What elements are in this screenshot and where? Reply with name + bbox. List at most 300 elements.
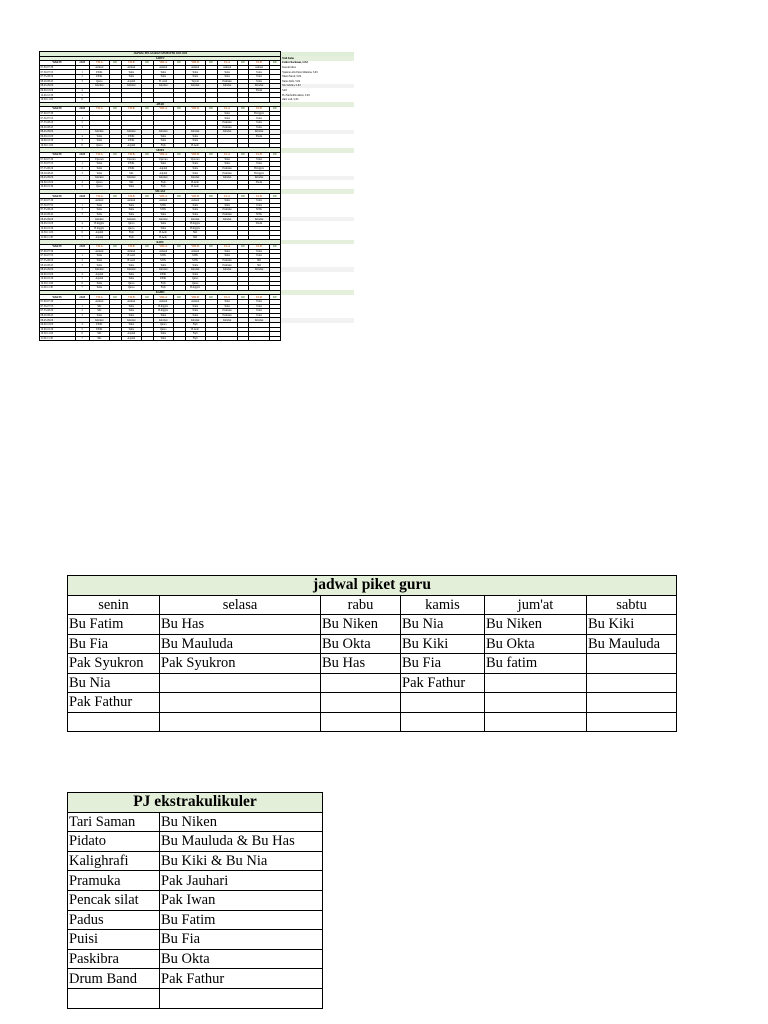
schedule-cell: Tema (121, 272, 141, 277)
piket-cell (485, 693, 587, 713)
schedule-header-cell: KE (173, 295, 185, 300)
schedule-cell: Istirahat (121, 318, 141, 323)
schedule-cell: Istirahat (153, 176, 173, 181)
schedule-header-cell: VII-B (121, 61, 141, 66)
schedule-header-cell: IX-B (249, 194, 269, 199)
schedule-cell: Pramuka (217, 208, 237, 213)
pj-activity: Kalighrafi (68, 851, 160, 871)
schedule-cell: Tema (249, 254, 269, 259)
schedule-cell: Quraa (121, 221, 141, 226)
schedule-cell: Tema (153, 313, 173, 318)
pj-row (68, 910, 323, 930)
schedule-cell: 07.00-07.30 (40, 65, 76, 70)
piket-day-header: rabu (321, 595, 401, 615)
schedule-cell: Quraa (121, 226, 141, 231)
piket-cell (321, 673, 401, 693)
schedule-header-cell: KE (269, 107, 281, 112)
schedule-day-name: SABTU (40, 56, 281, 61)
schedule-cell: 2 (75, 309, 89, 314)
schedule-cell: Istirahat (185, 84, 205, 89)
schedule-cell: SKI (185, 231, 205, 236)
schedule-cell: Istirahat (89, 267, 109, 272)
schedule-header-cell: IX-A (217, 194, 237, 199)
schedule-header-cell: IX-B (249, 244, 269, 249)
schedule-cell: 3 (75, 171, 89, 176)
schedule-header-cell: KE (237, 107, 249, 112)
pj-teacher: Pak Fathur (160, 969, 323, 989)
schedule-cell: Tema (249, 249, 269, 254)
wali-name: Nunu Zulfa, S.Pd (282, 79, 301, 83)
schedule-cell: Tema (217, 116, 237, 121)
schedule-cell: 6 (75, 97, 89, 102)
schedule-cell: 07.30-07.55 (40, 116, 76, 121)
schedule-cell: SKI (121, 171, 141, 176)
schedule-cell: Pramuka (217, 212, 237, 217)
schedule-cell: B.Arab (185, 143, 205, 148)
schedule-cell: Tema (153, 336, 173, 341)
schedule-header-cell: KE (269, 295, 281, 300)
schedule-cell: Tema (121, 185, 141, 190)
wali-title: Wali Kelas (281, 56, 355, 61)
schedule-header-cell: JAM (75, 295, 89, 300)
schedule-cell: MTK (185, 258, 205, 263)
schedule-cell: 11.00-11.30 (40, 235, 76, 240)
schedule-cell: 09.00-10.00 (40, 180, 76, 185)
schedule-cell (269, 336, 281, 341)
piket-cell (160, 693, 321, 713)
schedule-cell: 08.20-08.45 (40, 212, 76, 217)
schedule-cell: Tema (249, 162, 269, 167)
schedule-cell: Asmaul (89, 65, 109, 70)
pj-activity: Pencak silat (68, 890, 160, 910)
schedule-header-cell: JAM (75, 61, 89, 66)
schedule-cell: Tema (185, 74, 205, 79)
piket-cell (321, 693, 401, 713)
schedule-header-cell: WAKTU (40, 194, 76, 199)
schedule-cell: Aqidah (89, 231, 109, 236)
pj-title-row (68, 793, 323, 813)
piket-title: jadwal piket guru (68, 576, 677, 596)
schedule-cell: Asmaul (185, 249, 205, 254)
schedule-cell: Istirahat (217, 217, 237, 222)
piket-schedule (67, 575, 676, 732)
schedule-cell: Tema (249, 70, 269, 75)
schedule-cell: 1 (75, 304, 89, 309)
schedule-cell: Istirahat (249, 318, 269, 323)
schedule-cell: Quraa (121, 281, 141, 286)
schedule-cell: Tema (121, 309, 141, 314)
schedule-header-cell: WAKTU (40, 244, 76, 249)
schedule-cell: B.Arab (153, 231, 173, 236)
schedule-cell: 09.00-10.00 (40, 323, 76, 328)
pj-activity: Drum Band (68, 969, 160, 989)
pj-table (67, 792, 323, 1009)
schedule-cell: Fiqh (185, 332, 205, 337)
schedule-cell: Istirahat (153, 84, 173, 89)
schedule-cell: Quraa (89, 143, 109, 148)
schedule-cell: Tema (249, 309, 269, 314)
schedule-header-cell: KE (109, 153, 121, 158)
schedule-cell: 10.00-10.30 (40, 327, 76, 332)
schedule-cell: Aqidah (89, 235, 109, 240)
schedule-cell: 5 (75, 139, 89, 144)
pj-title: PJ ekstrakulikuler (68, 793, 323, 813)
pj-teacher: Bu Fatim (160, 910, 323, 930)
schedule-header-cell: KE (269, 153, 281, 158)
schedule-cell: Fiqh (185, 336, 205, 341)
schedule-cell: Tema (185, 212, 205, 217)
schedule-cell: B.Inggris (153, 304, 173, 309)
schedule-cell: 07.55-08.20 (40, 309, 76, 314)
schedule-cell: Tema (185, 134, 205, 139)
schedule-cell: 5 (75, 226, 89, 231)
schedule-cell: Tema (249, 199, 269, 204)
schedule-cell: SKI (121, 180, 141, 185)
schedule-cell: 6 (75, 231, 89, 236)
schedule-cell: Quraa (121, 286, 141, 291)
schedule-cell: 07.30-07.55 (40, 254, 76, 259)
schedule-cell: Asmaul (153, 300, 173, 305)
piket-cell: Bu Mauluda (587, 634, 677, 654)
piket-cell (587, 712, 677, 732)
pj-activity: Pramuka (68, 871, 160, 891)
schedule-cell: Tema (185, 272, 205, 277)
piket-cell (160, 712, 321, 732)
schedule-cell: B.Arab (185, 185, 205, 190)
schedule-cell: Tema (185, 208, 205, 213)
schedule-cell: Tema (89, 139, 109, 144)
schedule-cell: PJOK (121, 162, 141, 167)
schedule-cell: Tema (121, 70, 141, 75)
schedule-cell: 07.30-07.55 (40, 203, 76, 208)
schedule-header-cell: KE (173, 61, 185, 66)
schedule-cell: Istirahat (249, 84, 269, 89)
piket-cell: Bu Niken (485, 615, 587, 635)
schedule-cell: Asmaul (249, 65, 269, 70)
schedule-cell: 2 (75, 166, 89, 171)
schedule-cell: Quraa (89, 180, 109, 185)
schedule-cell: Pramuka (217, 171, 237, 176)
piket-cell: Bu Nia (68, 673, 160, 693)
schedule-cell: Asmaul (153, 249, 173, 254)
schedule-cell: B. Arab (153, 79, 173, 84)
schedule-header-cell: JAM (75, 244, 89, 249)
schedule-cell: 08.45-09.00 (40, 217, 76, 222)
schedule-cell: 2 (75, 258, 89, 263)
schedule-cell: Tema (249, 79, 269, 84)
schedule-cell: Upacara (185, 157, 205, 162)
schedule-row (40, 336, 355, 341)
schedule-cell: Tema (89, 286, 109, 291)
schedule-cell: 08.45-09.00 (40, 130, 76, 135)
schedule-cell: 3 (75, 313, 89, 318)
schedule-header-cell: KE (205, 61, 217, 66)
master-schedule-sheet (39, 51, 355, 341)
pj-teacher: Pak Iwan (160, 890, 323, 910)
pj-teacher: Bu Niken (160, 812, 323, 832)
schedule-cell: 10.30-11.00 (40, 143, 76, 148)
schedule-cell: Tema (153, 74, 173, 79)
piket-cell (401, 693, 485, 713)
schedule-cell: Tema (121, 203, 141, 208)
schedule-cell: Quraa (185, 281, 205, 286)
schedule-cell: Aqidah (121, 332, 141, 337)
schedule-header-cell: KE (205, 295, 217, 300)
schedule-cell: 07.00-07.30 (40, 111, 76, 116)
schedule-cell: 07.00-07.30 (40, 199, 76, 204)
schedule-header-cell: WAKTU (40, 107, 76, 112)
schedule-cell: Shalat (249, 180, 269, 185)
schedule-cell: 11.00-11.30 (40, 336, 76, 341)
schedule-cell: Pramuka (217, 166, 237, 171)
schedule-cell: Istirahat (89, 318, 109, 323)
schedule-cell: Tema (185, 139, 205, 144)
schedule-header-cell: IX-A (217, 295, 237, 300)
schedule-cell: B.Inggris (89, 226, 109, 231)
schedule-cell: Istirahat (89, 84, 109, 89)
pj-activity: Tari Saman (68, 812, 160, 832)
schedule-header-cell: KE (141, 107, 153, 112)
schedule-cell: Aqidah (89, 272, 109, 277)
piket-header-row (68, 595, 677, 615)
piket-day-header: kamis (401, 595, 485, 615)
schedule-cell: Tema (185, 304, 205, 309)
schedule-header-cell: VIII-B (185, 295, 205, 300)
schedule-cell: Istirahat (153, 130, 173, 135)
schedule-cell: Tema (89, 203, 109, 208)
schedule-cell: Aqidah (153, 171, 173, 176)
schedule-cell: Asmaul (121, 199, 141, 204)
schedule-header-cell: IX-B (249, 295, 269, 300)
schedule-cell: Tema (217, 74, 237, 79)
schedule-header-cell: JAM (75, 194, 89, 199)
schedule-cell: MTK (153, 254, 173, 259)
schedule-cell: B.Inggris (185, 286, 205, 291)
schedule-cell: Tema (185, 70, 205, 75)
schedule-cell: 09.00-10.00 (40, 272, 76, 277)
schedule-header-cell: VIII-A (153, 153, 173, 158)
pj-row (68, 969, 323, 989)
pj-row (68, 851, 323, 871)
schedule-cell: Upacara (89, 157, 109, 162)
schedule-cell: Tema (121, 74, 141, 79)
schedule-cell: Tema (153, 226, 173, 231)
schedule-header-cell: KE (141, 244, 153, 249)
pj-row (68, 988, 323, 1008)
schedule-cell: Istirahat (153, 267, 173, 272)
piket-row (68, 634, 677, 654)
schedule-header-cell: WAKTU (40, 61, 76, 66)
piket-cell: Bu Mauluda (160, 634, 321, 654)
schedule-cell: Fiqh (153, 180, 173, 185)
schedule-cell: Istirahat (121, 217, 141, 222)
schedule-header-cell: VII-B (121, 194, 141, 199)
schedule-day-name: SELASA (40, 189, 281, 194)
piket-row (68, 673, 677, 693)
schedule-cell: Fiqh (153, 286, 173, 291)
schedule-header-cell: VIII-A (153, 194, 173, 199)
schedule-cell: 6 (75, 281, 89, 286)
schedule-cell: 2 (75, 120, 89, 125)
piket-row (68, 654, 677, 674)
schedule-cell: Tema (153, 134, 173, 139)
schedule-cell: Aqidah (121, 79, 141, 84)
piket-cell: Bu Niken (321, 615, 401, 635)
schedule-cell: Tema (217, 300, 237, 305)
schedule-header-cell: KE (269, 194, 281, 199)
schedule-header-cell: VIII-B (185, 153, 205, 158)
schedule-cell: Istirahat (217, 176, 237, 181)
schedule-cell: Aqidah (121, 336, 141, 341)
schedule-cell: Fiqh (153, 185, 173, 190)
schedule-cell: 4 (75, 272, 89, 277)
pj-teacher: Bu Mauluda & Bu Has (160, 832, 323, 852)
schedule-cell: Tema (185, 166, 205, 171)
wali-name: Okta wali, S.Pd (282, 98, 299, 102)
schedule-cell: Tema (153, 332, 173, 337)
pj-row (68, 812, 323, 832)
schedule-cell: 5 (75, 277, 89, 282)
schedule-cell (217, 336, 237, 341)
schedule-cell (141, 336, 153, 341)
schedule-cell: 1 (75, 70, 89, 75)
schedule-cell: 10.30-11.00 (40, 97, 76, 102)
schedule-cell: Asmaul (185, 65, 205, 70)
piket-cell: Pak Fathur (68, 693, 160, 713)
piket-cell: Bu Okta (485, 634, 587, 654)
piket-cell: Bu Nia (401, 615, 485, 635)
piket-day-header: jum'at (485, 595, 587, 615)
schedule-header-cell: KE (109, 244, 121, 249)
schedule-cell: 1 (75, 254, 89, 259)
schedule-header-cell: KE (237, 153, 249, 158)
schedule-header-cell: IX-B (249, 61, 269, 66)
schedule-cell: 08.45-09.00 (40, 267, 76, 272)
schedule-cell: MTK (249, 208, 269, 213)
schedule-cell: Aqidah (153, 166, 173, 171)
schedule-cell: Pramuka (217, 258, 237, 263)
schedule-cell: 6 (75, 143, 89, 148)
schedule-cell: Upacara (153, 157, 173, 162)
schedule-cell: Istirahat (185, 217, 205, 222)
pj-activity (68, 988, 160, 1008)
schedule-cell: Tema (185, 313, 205, 318)
piket-cell (485, 712, 587, 732)
schedule-cell: Fiqh (121, 231, 141, 236)
schedule-cell: Tema (121, 212, 141, 217)
schedule-cell: Tema (89, 171, 109, 176)
wali-name: Kokom Idrus (282, 65, 296, 69)
piket-cell (160, 673, 321, 693)
piket-cell (587, 654, 677, 674)
wali-name (281, 336, 355, 341)
schedule-cell: Asmaul (153, 199, 173, 204)
schedule-cell: 08.20-08.45 (40, 171, 76, 176)
schedule-cell: Pramuka (217, 313, 237, 318)
schedule-cell: B.Inggris (185, 226, 205, 231)
schedule-cell: Tajwid (185, 79, 205, 84)
pj-activity: Padus (68, 910, 160, 930)
schedule-cell: Tema (121, 208, 141, 213)
schedule-cell: Istirahat (185, 267, 205, 272)
schedule-cell: 2 (75, 74, 89, 79)
schedule-header-cell: KE (173, 244, 185, 249)
schedule-cell: SKI (185, 235, 205, 240)
schedule-cell: B.Inggris (153, 309, 173, 314)
schedule-cell: Istirahat (153, 318, 173, 323)
schedule-cell: Istirahat (121, 267, 141, 272)
schedule-cell: 4 (75, 323, 89, 328)
piket-cell: Bu Fia (68, 634, 160, 654)
schedule-cell: Tema (153, 139, 173, 144)
schedule-header-cell: KE (109, 295, 121, 300)
pj-row (68, 949, 323, 969)
pj-teacher (160, 988, 323, 1008)
schedule-cell: 08.45-09.00 (40, 176, 76, 181)
schedule-header-cell: VII-A (89, 153, 109, 158)
schedule-cell: 07.55-08.20 (40, 120, 76, 125)
schedule-cell: 2 (75, 208, 89, 213)
schedule-cell: Tema (249, 125, 269, 130)
schedule-header-cell: VIII-B (185, 107, 205, 112)
schedule-cell: Asmaul (185, 199, 205, 204)
schedule-cell: Istirahat (121, 130, 141, 135)
schedule-day-name: SENIN (40, 148, 281, 153)
schedule-cell: Tema (121, 263, 141, 268)
schedule-cell: 07.55-08.20 (40, 74, 76, 79)
piket-cell (587, 673, 677, 693)
piket-cell (401, 712, 485, 732)
schedule-cell: Pramuka (217, 79, 237, 84)
schedule-cell (249, 336, 269, 341)
schedule-cell: Tema (185, 309, 205, 314)
schedule-cell: Tema (89, 212, 109, 217)
schedule-cell: Asmaul (121, 65, 141, 70)
schedule-header-cell: VII-A (89, 295, 109, 300)
piket-cell: Pak Fathur (401, 673, 485, 693)
schedule-cell: Tema (121, 304, 141, 309)
schedule-cell: 07.30-07.55 (40, 162, 76, 167)
piket-cell: Pak Syukron (68, 654, 160, 674)
schedule-cell: Tema (89, 313, 109, 318)
piket-cell (68, 712, 160, 732)
schedule-cell: Tema (121, 327, 141, 332)
schedule-cell: 08.20-08.45 (40, 263, 76, 268)
piket-title-row (68, 576, 677, 596)
schedule-cell: Tema (217, 162, 237, 167)
schedule-cell: Istirahat (89, 176, 109, 181)
schedule-cell: Asmaul (153, 65, 173, 70)
schedule-cell: Aqidah (121, 143, 141, 148)
schedule-cell: 7 (75, 286, 89, 291)
schedule-cell: Tema (217, 249, 237, 254)
piket-row (68, 693, 677, 713)
schedule-cell: Tema (249, 157, 269, 162)
pj-activity: Pidato (68, 832, 160, 852)
schedule-cell: MTK (153, 208, 173, 213)
schedule-cell: Istirahat (249, 130, 269, 135)
schedule-cell: 10.00-10.30 (40, 185, 76, 190)
schedule-cell: Istirahat (249, 267, 269, 272)
schedule-header-cell: KE (173, 107, 185, 112)
schedule-cell: PJOK (89, 70, 109, 75)
piket-cell: Bu fatim (485, 654, 587, 674)
pj-teacher: Bu Okta (160, 949, 323, 969)
schedule-cell: B.Inggris (249, 111, 269, 116)
schedule-header-cell: VIII-B (185, 244, 205, 249)
schedule-cell: 1 (75, 162, 89, 167)
schedule-cell: MTK (185, 254, 205, 259)
